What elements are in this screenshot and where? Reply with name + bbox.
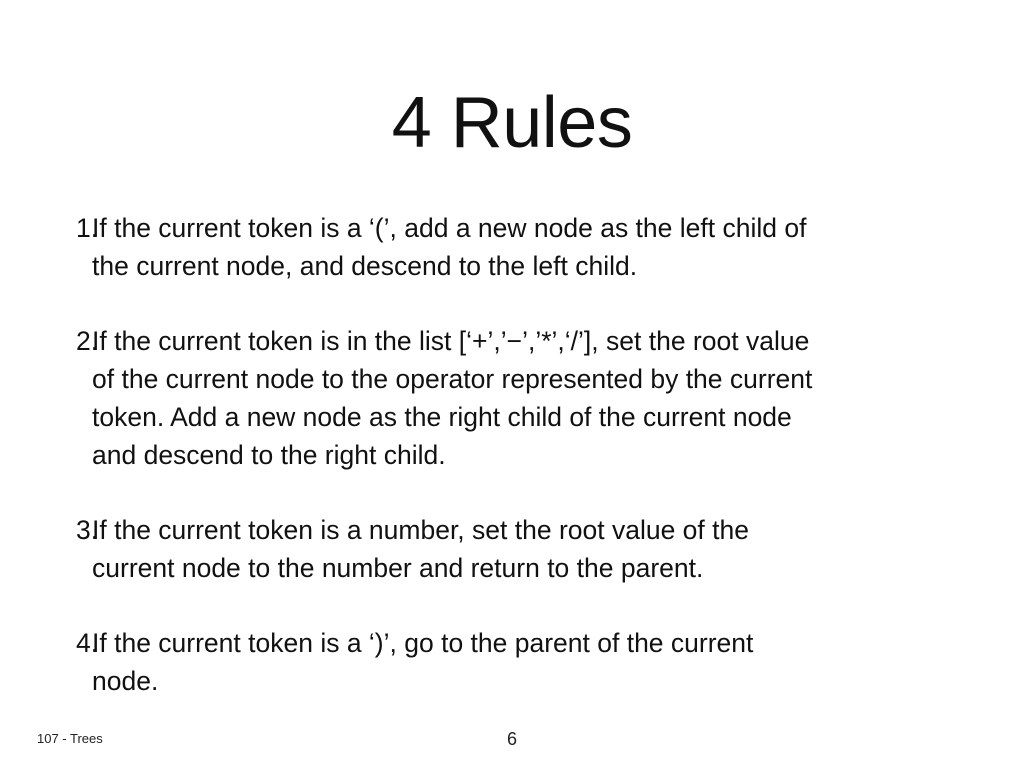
rule-3 [76,511,956,587]
rule-text [92,209,956,285]
rule-line: token. Add a new node as the right child of the current node [92,402,792,432]
rule-text [92,624,956,700]
rule-line: the current node, and descend to the left child. [92,251,638,281]
rule-text [92,322,956,474]
rule-4 [76,624,956,700]
rule-number: 3. [76,515,99,545]
rules-list [76,209,956,737]
footer-course-label: 107 - Trees [37,731,103,746]
rule-line: If the current token is a ‘)’, go to the parent of the current [92,628,754,658]
rule-line: current node to the number and return to the parent. [92,553,704,583]
rule-line: of the current node to the operator represented by the current [92,364,813,394]
rule-number: 1. [76,213,99,243]
rule-2 [76,322,956,474]
rule-text [92,511,956,587]
rule-line: If the current token is in the list [‘+’,’−’,’*’,‘/’], set the root value [92,326,810,356]
rule-line: If the current token is a number, set the root value of the [92,515,749,545]
rule-1 [76,209,956,285]
slide-title: 4 Rules [391,83,633,163]
page-number: 6 [506,729,517,749]
rule-number: 2. [76,326,99,356]
rule-line: node. [92,666,159,696]
rule-line: If the current token is a ‘(’, add a new node as the left child of [92,213,807,243]
rule-number: 4. [76,628,99,658]
rule-line: and descend to the right child. [92,440,446,470]
